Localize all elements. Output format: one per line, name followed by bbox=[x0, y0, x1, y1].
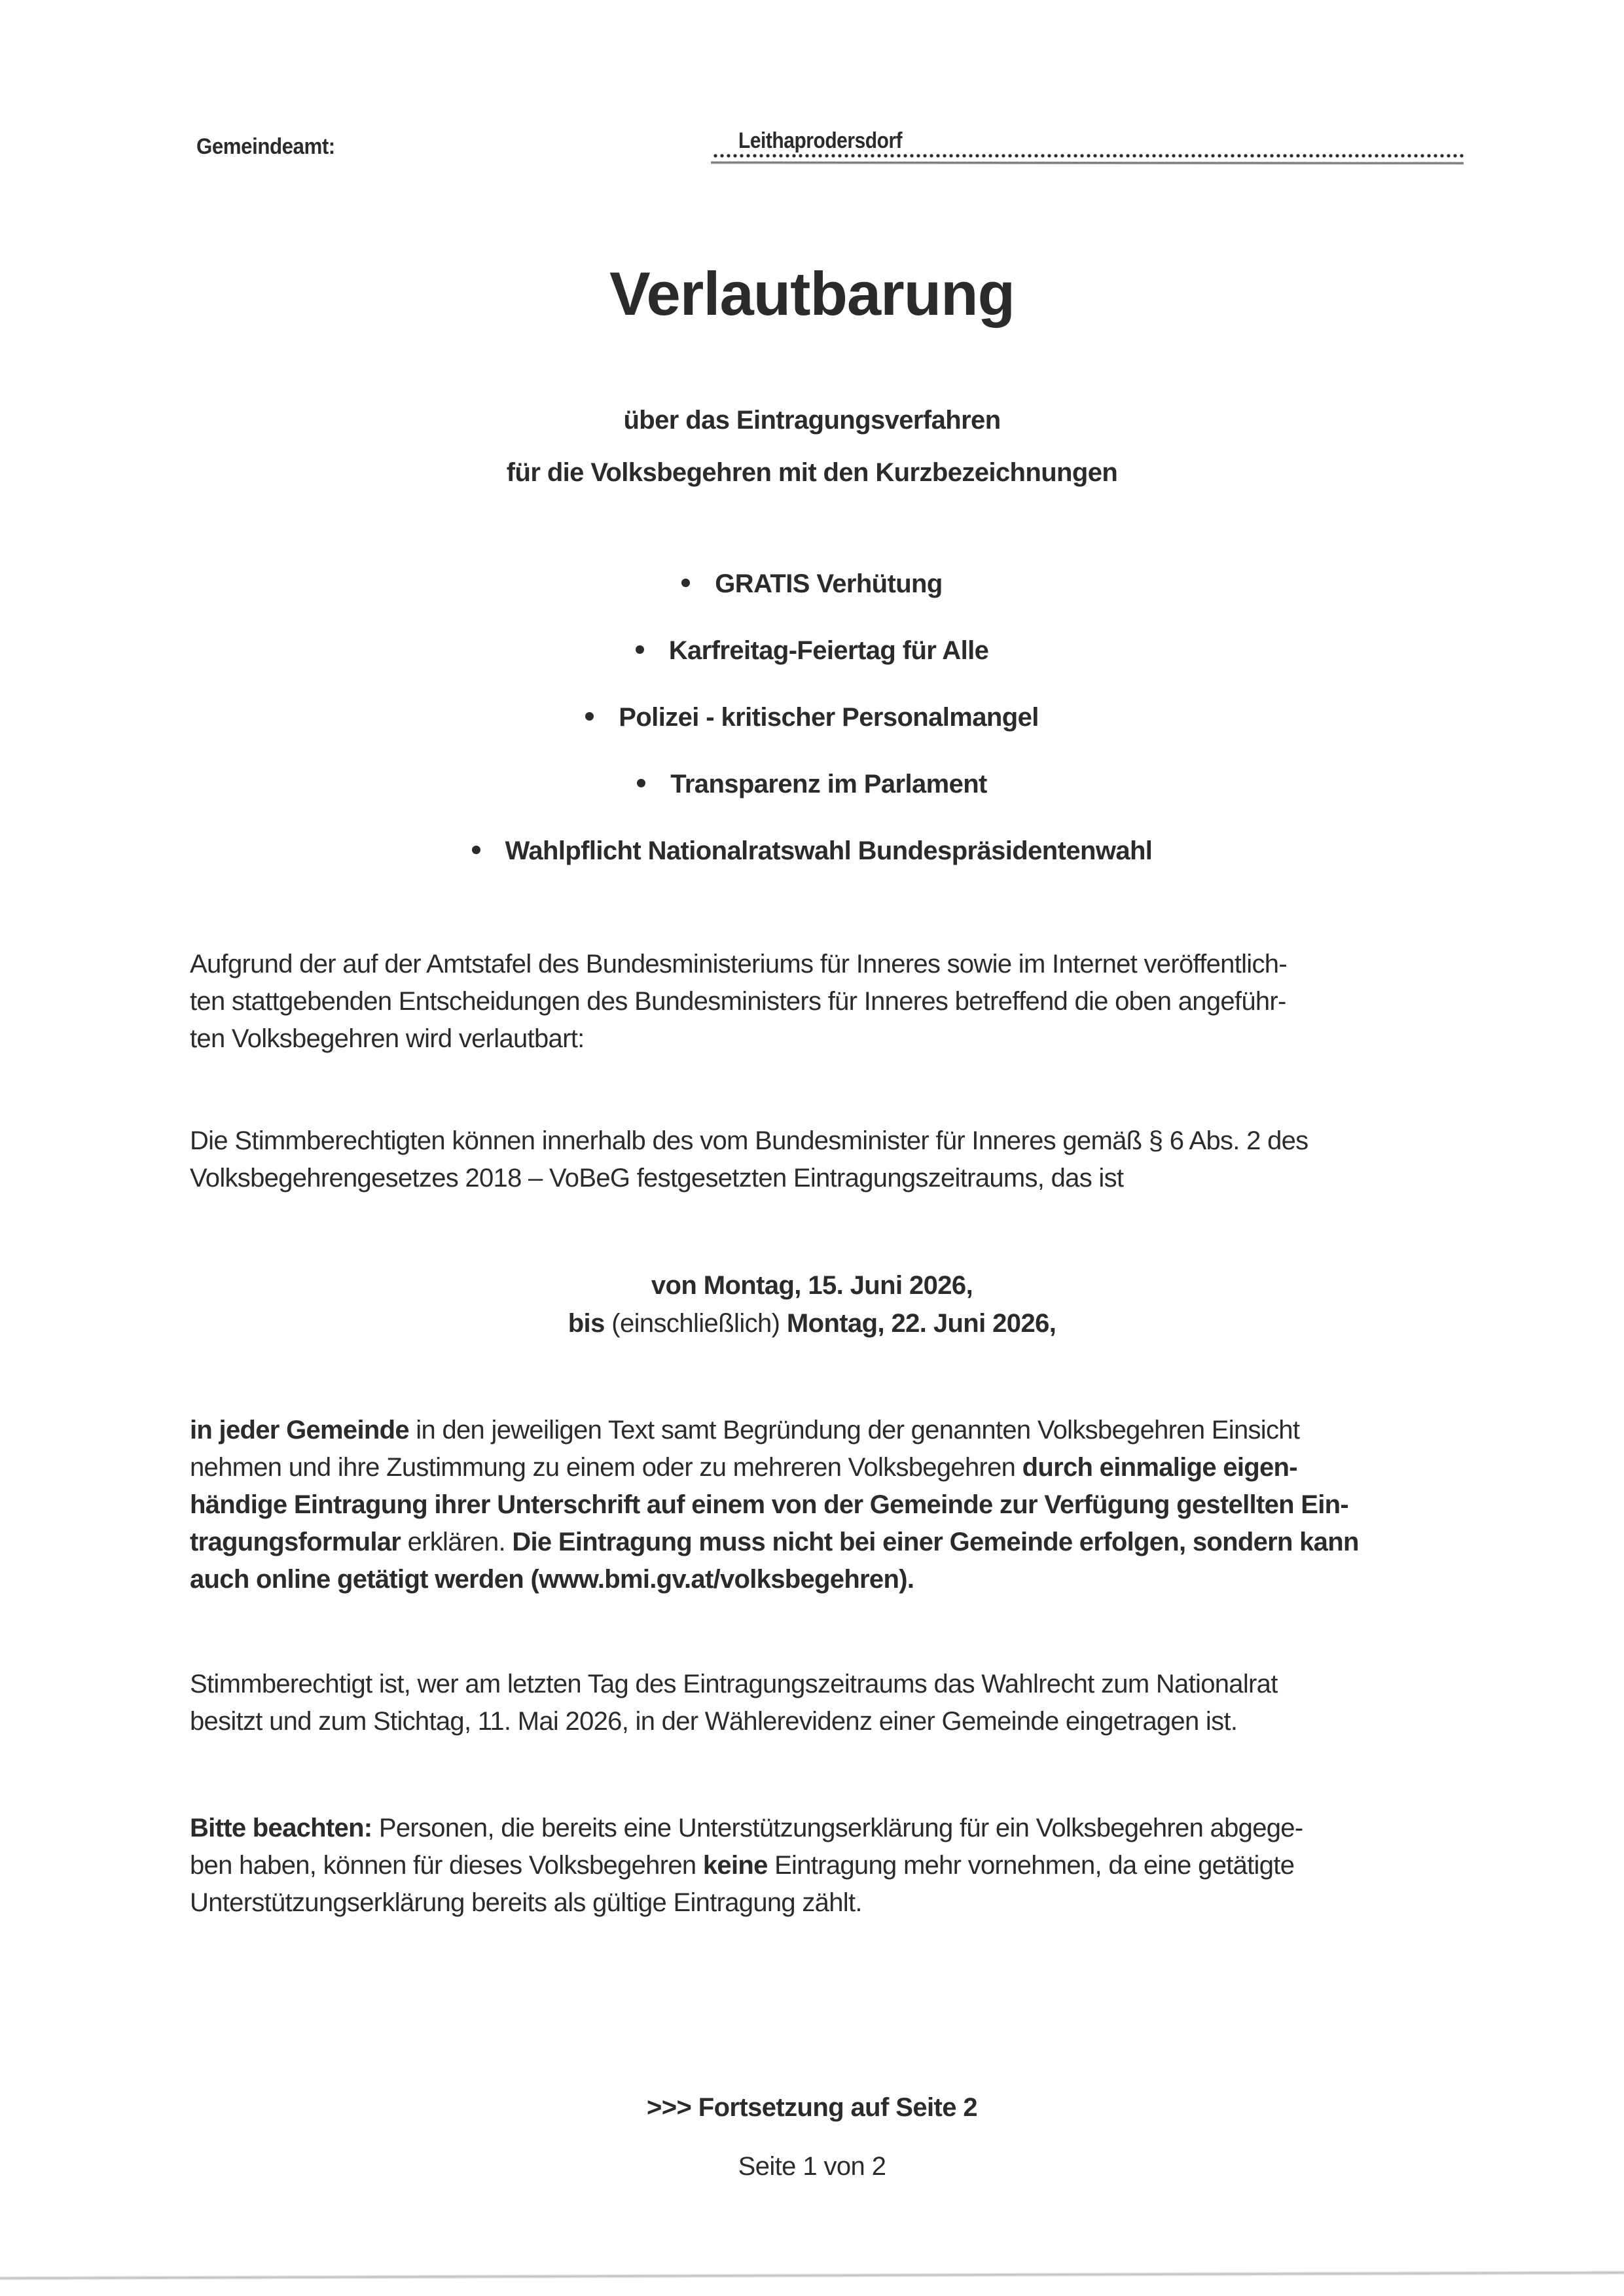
text-line bbox=[190, 1486, 1466, 1524]
text: erklären. bbox=[401, 1528, 513, 1556]
notice-paragraph bbox=[190, 1810, 1466, 1922]
eligibility-paragraph bbox=[190, 1666, 1466, 1740]
petition-label: Wahlpflicht Nationalratswahl Bundespräsidentenwahl bbox=[505, 836, 1153, 865]
online-registration-note: auch online getätigt werden (www.bmi.gv.at/volksbegehren). bbox=[190, 1565, 914, 1594]
scan-edge-line bbox=[0, 2270, 1624, 2280]
notice-label: Bitte beachten: bbox=[190, 1814, 372, 1842]
petition-list bbox=[0, 569, 1624, 903]
bold-text: durch einmalige eigen- bbox=[1022, 1453, 1297, 1482]
eligibility-intro-paragraph bbox=[190, 1122, 1466, 1197]
dotted-fill-line bbox=[712, 153, 1464, 158]
bold-text: in jeder Gemeinde bbox=[190, 1416, 409, 1444]
petition-label: Polizei - kritischer Personalmangel bbox=[619, 703, 1039, 732]
text-line: ten stattgebenden Entscheidungen des Bundesministers für Inneres betreffend die oben angeführ- bbox=[190, 987, 1286, 1016]
text-line bbox=[190, 1524, 1466, 1561]
bold-text: tragungsformular bbox=[190, 1528, 401, 1556]
bold-text: Die Eintragung muss nicht bei einer Gemeinde erfolgen, sondern kann bbox=[512, 1528, 1359, 1556]
registration-paragraph bbox=[190, 1412, 1466, 1598]
bullet-icon bbox=[636, 645, 644, 654]
list-item bbox=[0, 636, 1624, 703]
municipality-name: Leithaprodersdorf bbox=[738, 128, 903, 153]
bullet-icon bbox=[637, 779, 645, 787]
petition-label: GRATIS Verhütung bbox=[715, 569, 943, 598]
text-line: Die Stimmberechtigten können innerhalb des vom Bundesminister für Inneres gemäß § 6 Abs. 2 des bbox=[190, 1126, 1308, 1155]
municipality-field bbox=[712, 128, 1464, 161]
petition-label: Transparenz im Parlament bbox=[670, 770, 987, 798]
continuation-note: >>> Fortsetzung auf Seite 2 bbox=[646, 2093, 978, 2122]
petition-label: Karfreitag-Feiertag für Alle bbox=[668, 636, 989, 665]
bullet-icon bbox=[681, 579, 690, 587]
text-line bbox=[190, 1561, 1466, 1598]
list-item bbox=[0, 836, 1624, 903]
text-line: ten Volksbegehren wird verlautbart: bbox=[190, 1024, 585, 1053]
bold-text: keine bbox=[702, 1851, 768, 1880]
text: in den jeweiligen Text samt Begründung der genannten Volksbegehren Einsicht bbox=[408, 1416, 1300, 1444]
text-line: Volksbegehrengesetzes 2018 – VoBeG festgesetzten Eintragungszeitraums, das ist bbox=[190, 1164, 1124, 1193]
text-line: Unterstützungserklärung bereits als gültige Eintragung zählt. bbox=[190, 1888, 862, 1917]
page-number: Seite 1 von 2 bbox=[738, 2152, 886, 2181]
list-item bbox=[0, 703, 1624, 770]
text: Personen, die bereits eine Unterstützungserklärung für ein Volksbegehren abgege- bbox=[372, 1814, 1303, 1842]
period-start: von Montag, 15. Juni 2026, bbox=[651, 1271, 973, 1300]
text-line: Aufgrund der auf der Amtstafel des Bundesministeriums für Inneres sowie im Internet veröffentlich- bbox=[190, 950, 1287, 978]
text: nehmen und ihre Zustimmung zu einem oder zu mehreren Volksbegehren bbox=[190, 1453, 1022, 1482]
period-end-prefix: bis bbox=[568, 1309, 605, 1338]
text-line: besitzt und zum Stichtag, 11. Mai 2026, in der Wählerevidenz einer Gemeinde eingetragen ist. bbox=[190, 1707, 1238, 1736]
period-end-date: Montag, 22. Juni 2026, bbox=[786, 1309, 1056, 1338]
subtitle-line-1: über das Eintragungsverfahren bbox=[623, 406, 1001, 435]
intro-paragraph bbox=[190, 946, 1466, 1058]
bullet-icon bbox=[585, 712, 594, 721]
period-end bbox=[0, 1304, 1624, 1342]
text-line bbox=[190, 1847, 1466, 1884]
text: ben haben, können für dieses Volksbegehren bbox=[190, 1851, 703, 1880]
page-title: Verlautbarung bbox=[609, 259, 1015, 328]
bold-text: händige Eintragung ihrer Unterschrift auf einem von der Gemeinde zur Verfügung gestellten Ein- bbox=[190, 1490, 1349, 1519]
bullet-icon bbox=[472, 846, 480, 854]
list-item bbox=[0, 569, 1624, 636]
text-line bbox=[190, 1412, 1466, 1449]
text: Eintragung mehr vornehmen, da eine getätigte bbox=[767, 1851, 1295, 1880]
period-end-inclusive: (einschließlich) bbox=[604, 1309, 787, 1338]
text-line bbox=[190, 1810, 1466, 1847]
text-line bbox=[190, 1449, 1466, 1486]
list-item bbox=[0, 770, 1624, 836]
municipal-office-label: Gemeindeamt: bbox=[196, 134, 335, 159]
subtitle-line-2: für die Volksbegehren mit den Kurzbezeichnungen bbox=[506, 458, 1118, 487]
text-line: Stimmberechtigt ist, wer am letzten Tag des Eintragungszeitraums das Wahlrecht zum Nationalrat bbox=[190, 1670, 1278, 1698]
header-rule bbox=[711, 161, 1464, 164]
